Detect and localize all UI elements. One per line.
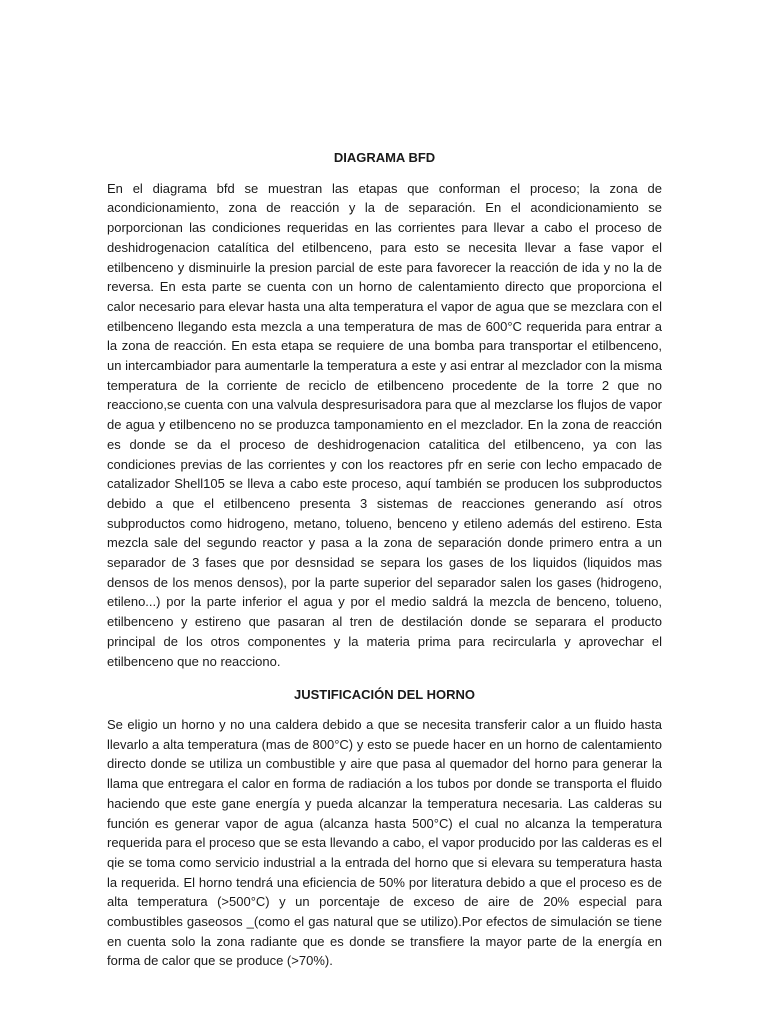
paragraph-diagrama-bfd: En el diagrama bfd se muestran las etapas que conforman el proceso; la zona de acondicionamiento, zona de reacción y la de separación. En el acondicionamiento se porporcionan las condiciones requeridas en las corrientes para llevar a cabo el proceso de deshidrogenacion catalítica del etilbenceno, para esto se necesita llevar a fase vapor el etilbenceno y disminuirle la presion parcial de este para favorecer la reacción de ida y no la de reversa. En esta parte se cuenta con un horno de calentamiento directo que proporciona el calor necesario para elevar hasta una alta temperatura el vapor de agua que se mezclara con el etilbenceno llegando esta mezcla a una temperatura de mas de 600°C requerida para entrar a la zona de reacción. En esta etapa se requiere de una bomba para transportar el etilbenceno, un intercambiador para aumentarle la temperatura a este y asi entrar al mezclador con la misma temperatura de la corriente de reciclo de etilbenceno procedente de la torre 2 que no reacciono,se cuenta con una valvula despresurisadora para que al mezclarse los flujos de vapor de agua y etilbenceno no se produzca tamponamiento en el mezclador. En la zona de reacción es donde se da el proceso de deshidrogenacion catalitica del etilbenceno, ya con las condiciones previas de las corrientes y con los reactores pfr en serie con lecho empacado de catalizador Shell105 se lleva a cabo este proceso, aquí también se producen los subproductos debido a que el etilbenceno presenta 3 sistemas de reacciones generando así otros subproductos como hidrogeno, metano, tolueno, benceno y etileno además del estireno. Esta mezcla sale del segundo reactor y pasa a la zona de separación donde primero entra a un separador de 3 fases que por desnsidad se separa los gases de los liquidos (liquidos mas densos de los menos densos), por la parte superior del separador salen los gases (hidrogeno, etileno...) por la parte inferior el agua y por el medio saldrá la mezcla de benceno, tolueno, etilbenceno y estireno que pasaran al tren de destilación donde se separara el producto principal de los otros componentes y la materia prima para recircularla y aprovechar el etilbenceno que no reacciono. bbox=[107, 180, 662, 669]
document-page bbox=[107, 148, 662, 971]
paragraph-justificacion-horno: Se eligio un horno y no una caldera debido a que se necesita transferir calor a un fluido hasta llevarlo a alta temperatura (mas de 800°C) y esto se puede hacer en un horno de calentamiento directo donde se utiliza un combustible y aire que pasa al quemador del horno para generar la llama que entregara el calor en forma de radiación a los tubos por donde se transporta el fluido haciendo que este gane energía y pueda alcanzar la temperatura necesaria. Las calderas su función es generar vapor de agua (alcanza hasta 500°C) el cual no alcanza la temperatura requerida para el proceso que se esta llevando a cabo, el vapor producido por las calderas es el qie se toma como servicio industrial a la entrada del horno que si elevara su temperatura hasta la requerida. El horno tendrá una eficiencia de 50% por literatura debido a que el proceso es de alta temperatura (>500°C) y un porcentaje de exceso de aire de 20% especial para combustibles gaseosos _(como el gas natural que se utilizo).Por efectos de simulación se tiene en cuenta solo la zona radiante que es donde se transfiere la mayor parte de la energía en forma de calor que se produce (>70%). bbox=[107, 716, 662, 969]
heading-justificacion-horno: JUSTIFICACIÓN DEL HORNO bbox=[293, 687, 476, 703]
heading-diagrama-bfd: DIAGRAMA BFD bbox=[333, 150, 436, 165]
